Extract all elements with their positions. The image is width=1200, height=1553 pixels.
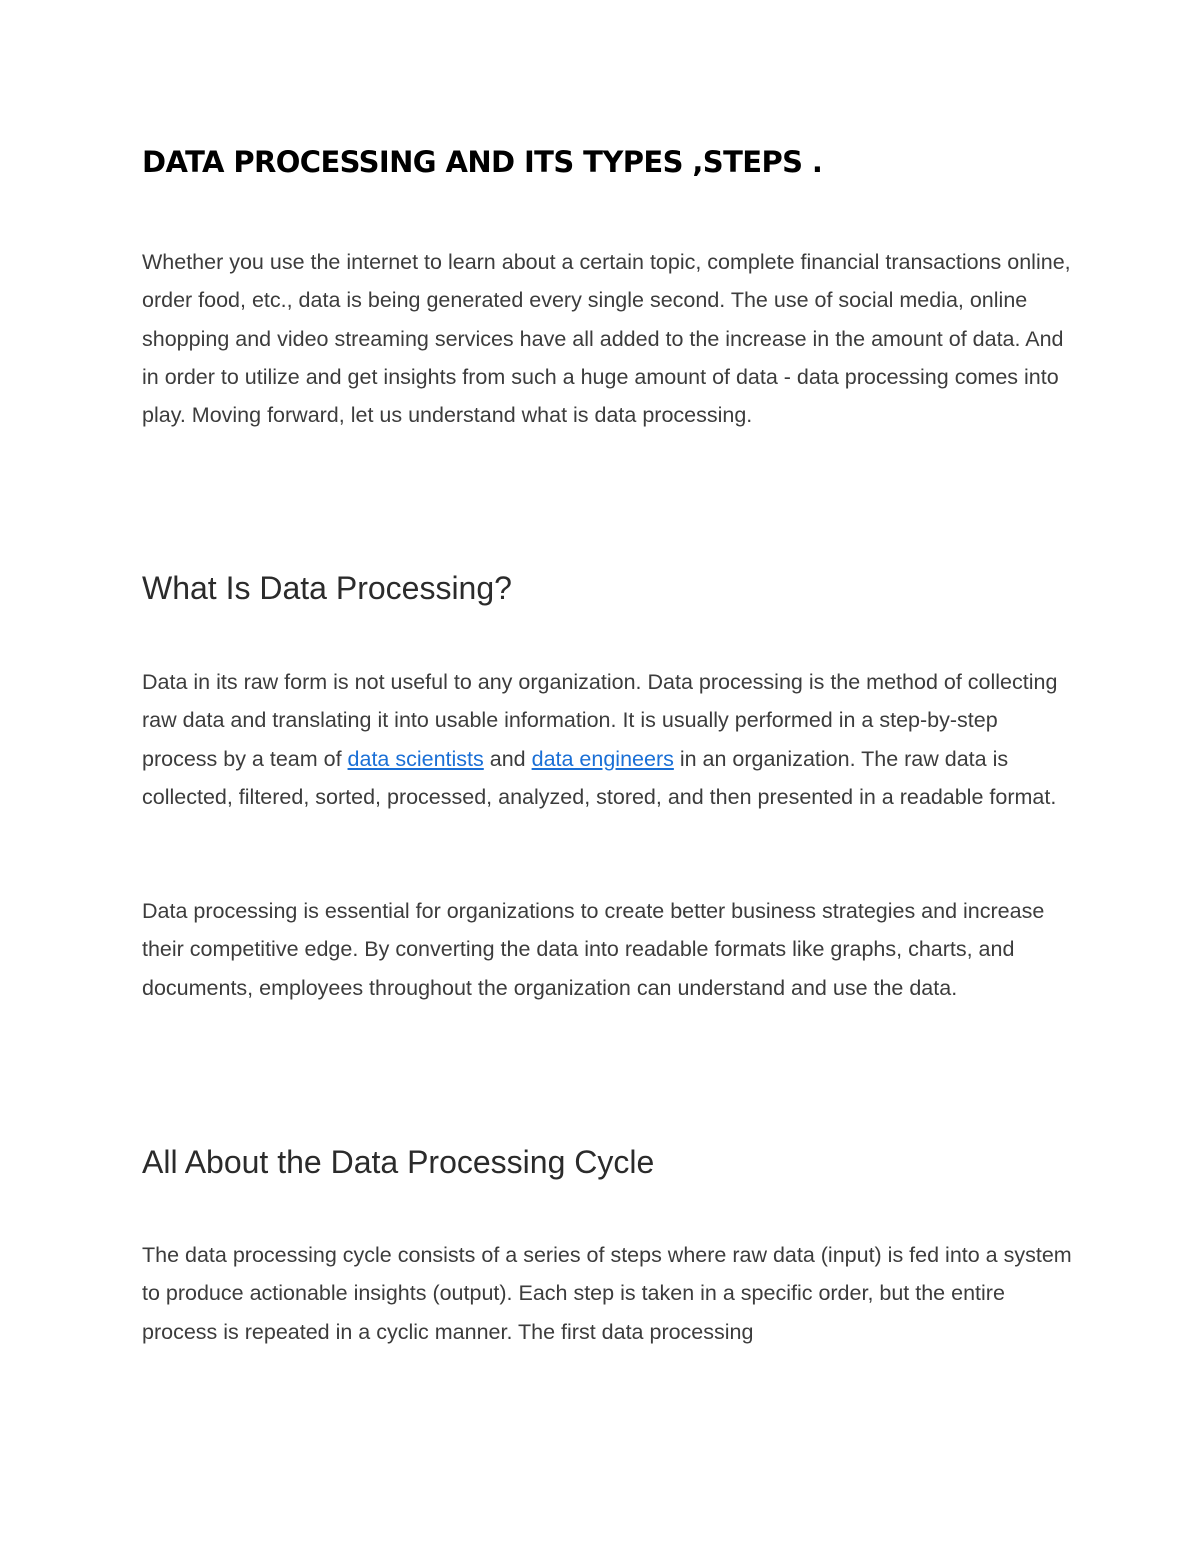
data-scientists-link[interactable]: data scientists [347, 746, 484, 771]
definition-text-end: in an organization. The raw data is collected, filtered, sorted, processed, analyzed, stored, and then presented in a readable format. [142, 746, 1057, 809]
intro-paragraph: Whether you use the internet to learn about a certain topic, complete financial transactions online, order food, etc., data is being generated every single second. The use of social media, online shopping and video streaming services have all added to the increase in the amount of data. And in order to utilize and get insights from such a huge amount of data - data processing comes into play. Moving forward, let us understand what is data processing. [142, 250, 1071, 428]
section-heading-data-processing-cycle: All About the Data Processing Cycle [142, 1144, 655, 1180]
importance-paragraph: Data processing is essential for organizations to create better business strategies and increase their competitive edge. By converting the data into readable formats like graphs, charts, and documents, employees throughout the organization can understand and use the data. [142, 899, 1045, 1000]
definition-paragraph [142, 663, 1072, 816]
section-heading-what-is-data-processing: What Is Data Processing? [142, 570, 512, 606]
definition-text-start: Data in its raw form is not useful to any organization. Data processing is the method of collecting raw data and translating it into usable information. It is usually performed in a step-by-step process by a team of [142, 670, 1058, 771]
cycle-paragraph: The data processing cycle consists of a series of steps where raw data (input) is fed into a system to produce actionable insights (output). Each step is taken in a specific order, but the entire process is repeated in a cyclic manner. The first data processing [142, 1243, 1072, 1344]
document-title: DATA PROCESSING AND ITS TYPES ,STEPS . [142, 145, 823, 179]
definition-text-and: and [483, 746, 532, 771]
data-engineers-link[interactable]: data engineers [531, 746, 674, 771]
